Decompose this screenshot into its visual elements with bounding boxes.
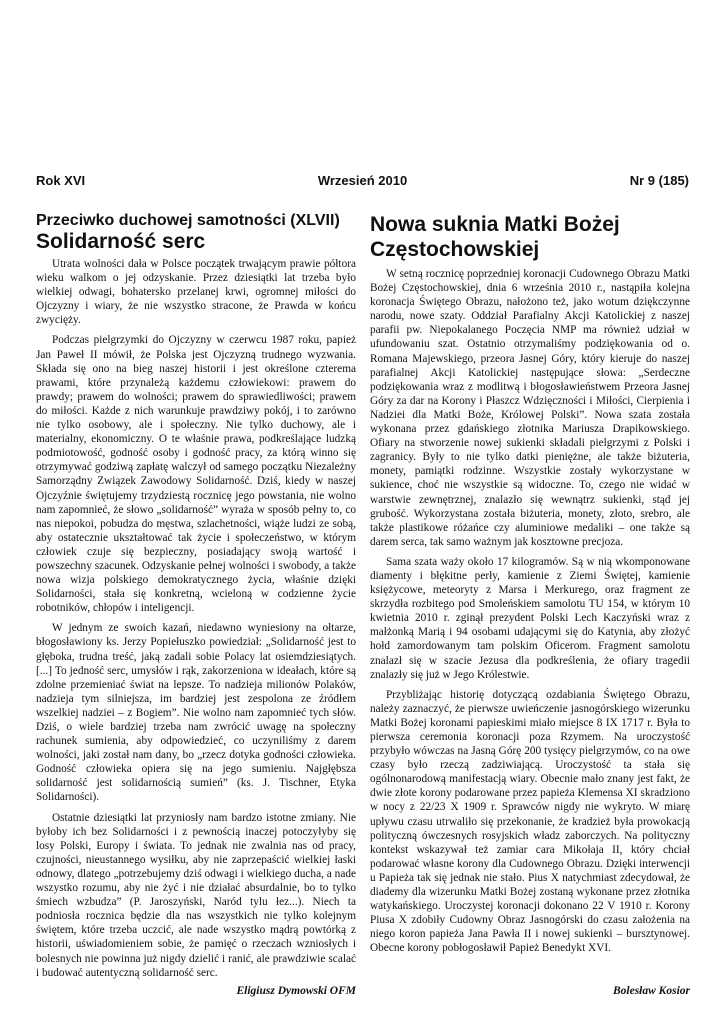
right-article-title (370, 212, 690, 262)
right-article-title-line1: Nowa suknia Matki Bożej (370, 213, 620, 236)
left-article-author: Eligiusz Dymowski OFM (236, 985, 356, 997)
left-article-title: Solidarność serc (36, 230, 206, 253)
left-article-supertitle: Przeciwko duchowej samotności (XLVII) (36, 212, 340, 229)
issue-number: Nr 9 (185) (629, 173, 689, 188)
left-article-paragraph: Utrata wolności dała w Polsce początek trwającym prawie półtora wieku walkom o jej odzyskanie. Przez dziesiątki lat trzeba było wielkiej odwagi, bohatersko przelanej krwi, ogromnej miłości do Ojczyzny i wiary, że nie wszystko stracone, że Prawda w końcu zwycięży. (36, 258, 356, 327)
right-article-paragraph: W setną rocznicę poprzedniej koronacji Cudownego Obrazu Matki Bożej Częstochowskiej, dnia 6 września 2010 r., nastąpiła kolejna koronacja Świętego Obrazu, nałożono też, jako wotum dziękczynne narodu, nowe szaty. Oddział Parafialny Akcji Katolickiej z naszej parafii pw. Niepokalanego Poczęcia NMP ma również udział w ufundowaniu szat. Ostatnio otrzymaliśmy podziękowania od o. Romana Majewskiego, przeora Jasnej Góry, który kieruje do naszej parafialnej Akcji Katolickiej następujące słowa: „Serdeczne podziękowania wraz z modlitwą i błogosławieństwem Przeora Jasnej Góry za dar na Korony i Płaszcz Wdzięczności i Miłości, Cierpienia i Nadziei dla Matki Boże, Królowej Polski”. Nowa szata została wykonana przez gdańskiego złotnika Mariusza Drapikowskiego. Ofiary na stworzenie nowej sukienki składali pielgrzymi z Polski i zagranicy. Były to nie tylko datki pieniężne, ale także biżuteria, monety, pamiątki rodzinne. Wszystkie zostały wykorzystane w sukience, choć nie wszystkie są widoczne. To, czego nie widać w warstwie zewnętrznej, znalazło się wewnątrz sukienki, stąd jej grubość. Wykorzystana została biżuteria, monety, złoto, srebro, ale także plastikowe różańce czy aluminiowe medaliki – one także są darem serca, tak samo ważnym jak kosztowne precjoza. (370, 268, 690, 548)
right-article-author: Bolesław Kosior (612, 985, 690, 997)
left-article-paragraph: Ostatnie dziesiątki lat przyniosły nam bardzo istotne zmiany. Nie byłoby ich bez Solidarności i z pewnością inaczej potoczyłyby się losy Polski, Europy i świata. To jednak nie zwalnia nas od pracy, czujności, nieustannego wysiłku, aby nie zaprzepaścić wielkiej łaski odnowy, dlatego „potrzebujemy dziś odwagi i wielkiego ducha, a nade wszystko rozumu, aby nie żyć i nie działać absurdalnie, bo to tylko śmiech wzbudza” (P. Jaroszyński, Naród tylu łez...). Niech ta podniosła rocznica będzie dla nas wszystkich nie tylko kolejnym świętem, które trzeba uczcić, ale nade wszystko mądrą powtórką z historii, uświadomieniem sobie, że pamięć o rzeczach wzniosłych i bolesnych nie powinna już nigdy dzielić i ranić, ale prawdziwie scalać i budować autentyczną solidarność serc. (36, 811, 356, 979)
left-article-paragraph: W jednym ze swoich kazań, niedawno wyniesiony na ołtarze, błogosławiony ks. Jerzy Popiełuszko powiedział: „Solidarność jest to głęboka, trudna treść, jaką zadali sobie Polacy lat osiemdziesiątych. [...] To jedność serc, umysłów i rąk, zakorzeniona w ideałach, które są zdolne przemieniać świat na lepsze. To nadzieja milionów Polaków, nadzieja tym silniejsza, im bardziej jest zespolona ze źródłem wszelkiej nadziei – z Bogiem”. Nie wolno nam zapomnieć tych słów. Dziś, o wiele bardziej trzeba nam zwrócić uwagę na społeczny rachunek sumienia, aby odpowiedzieć, co uczyniliśmy z darem wolności, jaki został nam dany, bo „rzecz dotyka godności człowieka. Godność człowieka opiera się na jego sumieniu. Najgłębsza solidarność jest solidarnością sumień” (ks. J. Tischner, Etyka Solidarności). (36, 622, 356, 804)
volume-year: Rok XVI (36, 173, 86, 188)
right-article-title-line2: Częstochowskiej (370, 238, 540, 261)
issue-date: Wrzesień 2010 (317, 173, 408, 188)
left-article-paragraph: Podczas pielgrzymki do Ojczyzny w czerwcu 1987 roku, papież Jan Paweł II mówił, że Polska jest Ojczyzną trudnego wyzwania. Składa się ono na bieg naszej historii i jest określone czterema prawami, które przynależą każdemu człowiekowi: prawem do prawdy; prawem do wolności; prawem do sprawiedliwości; prawem do miłości. Każde z nich warunkuje prawdziwy pokój, i to zarówno nie tylko osobowy, ale i społeczny. Nie tylko duchowy, ale i materialny, ekonomiczny. O te właśnie prawa, podkreślające ludzką podmiotowość, godność osoby i godność pracy, za którą winno się otrzymywać godziwą zapłatę walczył od samego początku Niezależny Samorządny Związek Zawodowy Solidarność. Dziś, kiedy w naszej Ojczyźnie świętujemy trzydziestą rocznicę jego powstania, nie wolno nam zapomnieć, że słowo „solidarność” wyraża w sposób pełny to, co nas niepokoi, pobudza do męstwa, szlachetności, wiąże ludzi ze sobą, aby ostatecznie ukształtować tak życie i społeczeństwo, w którym człowiek czuje się bezpieczny, posiadający swoją wartość i powszechny szacunek. Odzyskanie pełnej wolności i swobody, a także nowa wizja polskiego demokratycznego życia, właśnie dzięki Solidarności, stała się konkretną, wcieloną w codzienne życie robotników, chłopów i inteligencji. (36, 334, 356, 615)
page-header (36, 173, 689, 191)
right-article (370, 212, 690, 956)
right-article-paragraph: Sama szata waży około 17 kilogramów. Są w nią wkomponowane diamenty i błękitne perły, kamienie z Ziemi Świętej, kamienie księżycowe, meteoryty z Marsa i Merkurego, oraz fragment ze skrzydła rozbitego pod Smoleńskiem samolotu TU 154, w którym 10 kwietnia 2010 r. zginął prezydent Polski Lech Kaczyński wraz z małżonką Marią i 94 osobami udającymi się do Katynia, aby złożyć hołd zamordowanym tam polskim Oficerom. Fragment samolotu znalazł się w szacie Jezusa dla podkreślenia, że ofiary tragedii znalazły się już w Jego Królestwie. (370, 555, 690, 681)
left-article (36, 212, 356, 980)
right-article-paragraph: Przybliżając historię dotyczącą ozdabiania Świętego Obrazu, należy zaznaczyć, że pierwsze uwieńczenie jasnogórskiego wizerunku Matki Bożej koronami papieskimi miało miejsce 8 IX 1717 r. Była to pierwsza ceremonia koronacji poza Rzymem. Na uroczystość przybyło wówczas na Jasną Górę 200 tysięcy pielgrzymów, co na owe czasy było rzeczą zadziwiającą. Uroczystość ta stała się ogólnonarodową manifestacją wiary. Obecnie mało znany jest fakt, że dwie złote korony podarowane przez papieża Klemensa XI skradziono w nocy z 22/23 X 1909 r. Sprawców nigdy nie wykryto. W miarę upływu czasu utrwaliło się przekonanie, że kradzież była prowokacją polityczną ówczesnych rosyjskich władz zaborczych. Na polityczny kontekst wskazywał też zamiar cara Mikołaja II, który chciał podarować własne korony dla Cudownego Obrazu. Dzięki interwencji u Papieża tak się jednak nie stało. Pius X natychmiast zdecydował, że diademy dla wizerunku Matki Bożej zostaną wykonane przez złotnika watykańskiego. Uroczystej koronacji dokonano 22 V 1910 r. Korony Piusa X zdobiły Cudowny Obraz Jasnogórski do czasu założenia na niego koron papieża Jana Pawła II i nowej sukienki – bursztynowej. Obecne korony pobłogosławił Papież Benedykt XVI. (370, 688, 690, 955)
